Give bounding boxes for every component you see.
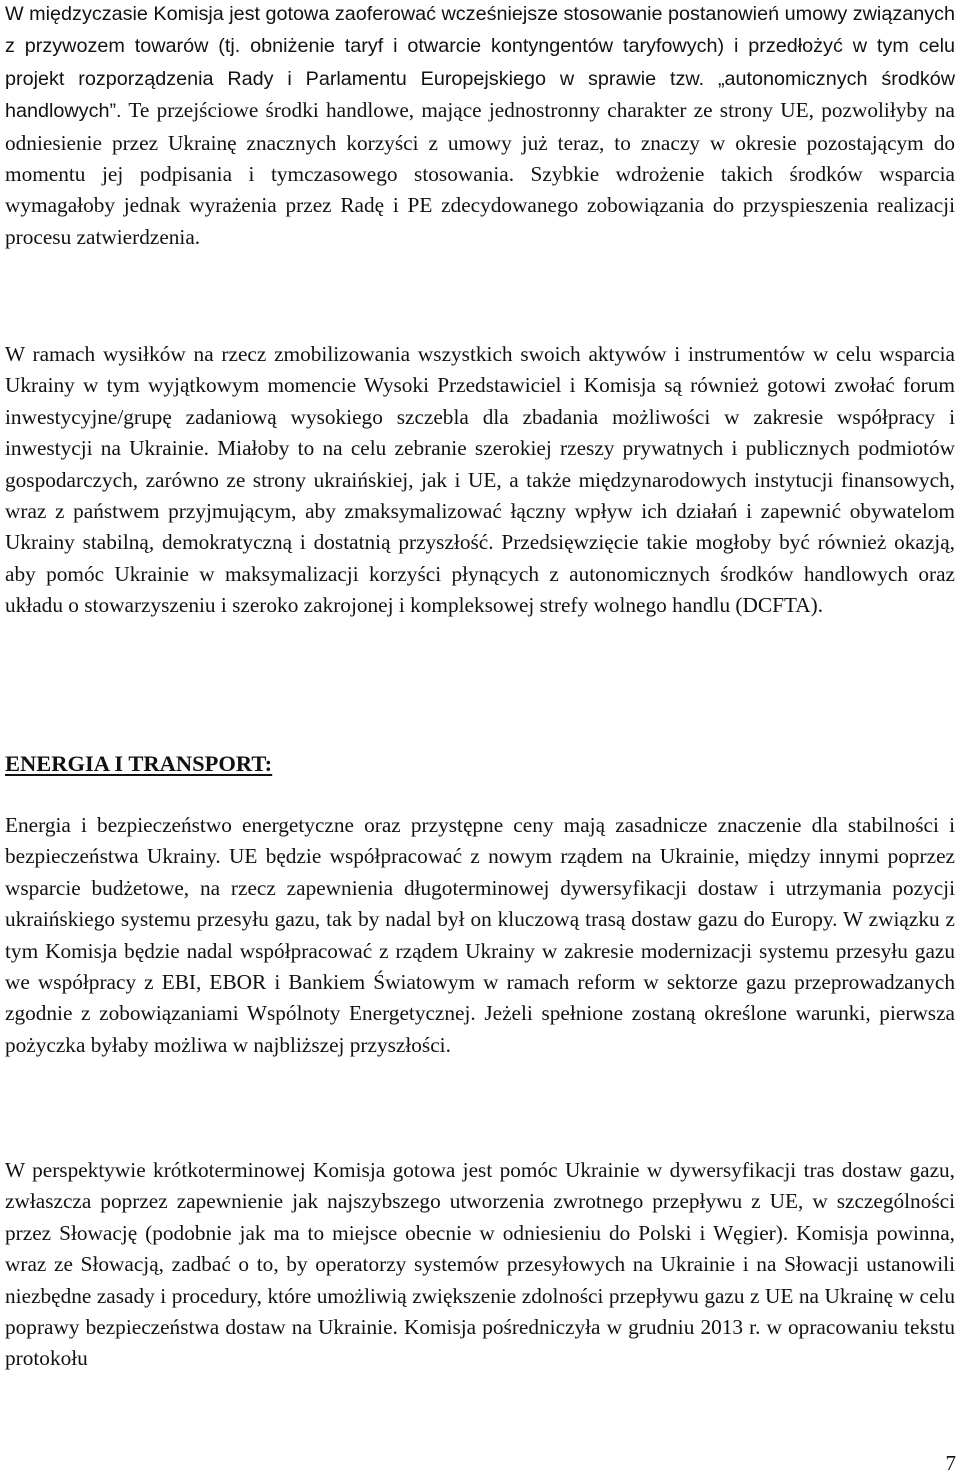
paragraph-energy-security: Energia i bezpieczeństwo energetyczne oraz przystępne ceny mają zasadnicze znaczenie dla stabilności i bezpieczeństwa Ukrainy. UE będzie współpracować z nowym rządem na Ukrainie, między innymi poprzez wsparcie budżetowe, na rzecz zapewnienia długoterminowej dywersyfikacji dostaw i utrzymania pozycji ukraińskiego systemu przesyłu gazu, tak by nadal był on kluczową trasą dostaw gazu do Europy. W związku z tym Komisja będzie nadal współpracować z rządem Ukrainy w zakresie modernizacji systemu przesyłu gazu we współpracy z EBI, EBOR i Bankiem Światowym w ramach reform w sektorze gazu przeprowadzanych zgodnie z zobowiązaniami Wspólnoty Energetycznej. Jeżeli spełnione zostaną określone warunki, pierwsza pożyczka byłaby możliwa w najbliższej przyszłości. <box>5 813 955 1057</box>
paragraph-sans-segment: W międzyczasie Komisja jest gotowa zaoferować wcześniejsze stosowanie postanowień umowy związanych z przywozem towarów (tj. obniżenie taryf i otwarcie kontyngentów taryfowych) i przedłożyć w tym celu projekt rozporządzenia Rady i Parlamentu Europejskiego w sprawie tzw. „autonomicznych środków handlowych”. <box>5 3 955 123</box>
section-heading-energy-transport: ENERGIA I TRANSPORT: <box>5 751 273 776</box>
paragraph-investment-forum: W ramach wysiłków na rzecz zmobilizowania wszystkich swoich aktywów i instrumentów w celu wsparcia Ukrainy w tym wyjątkowym momencie Wysoki Przedstawiciel i Komisja są również gotowi zwołać forum inwestycyjne/grupę zadaniową wysokiego szczebla dla zbadania możliwości w zakresie współpracy i inwestycji na Ukrainie. Miałoby to na celu zebranie szerokiej rzeszy prywatnych i publicznych podmiotów gospodarczych, zarówno ze strony ukraińskiej, jak i UE, a także międzynarodowych instytucji finansowych, wraz z państwem przyjmującym, aby zmaksymalizować łączny wpływ ich działań i zapewnić obywatelom Ukrainy stabilną, demokratyczną i dostatnią przyszłość. Przedsięwzięcie takie mogłoby być również okazją, aby pomóc Ukrainie w maksymalizacji korzyści płynących z autonomicznych środków handlowych oraz układu o stowarzyszeniu i szeroko zakrojonej i kompleksowej strefy wolnego handlu (DCFTA). <box>5 342 955 618</box>
paragraph-trade-measures <box>5 0 955 253</box>
page-number: 7 <box>945 1451 956 1475</box>
paragraph-serif-segment: Te przejściowe środki handlowe, mające jednostronny charakter ze strony UE, pozwoliłyby na odniesienie przez Ukrainę znacznych korzyści z umowy już teraz, to znaczy w okresie pozostającym do momentu jej podpisania i tymczasowego stosowania. Szybkie wdrożenie takich środków wsparcia wymagałoby jednak wyrażenia przez Radę i PE zdecydowanego zobowiązania do przyspieszenia realizacji procesu zatwierdzenia. <box>5 98 955 249</box>
paragraph-gas-diversification: W perspektywie krótkoterminowej Komisja gotowa jest pomóc Ukrainie w dywersyfikacji tras dostaw gazu, zwłaszcza poprzez zapewnienie jak najszybszego utworzenia zwrotnego przepływu z UE, w szczególności przez Słowację (podobnie jak ma to miejsce obecnie w odniesieniu do Polski i Węgier). Komisja powinna, wraz ze Słowacją, zadbać o to, by operatorzy systemów przesyłowych na Ukrainie i na Słowacji ustanowili niezbędne zasady i procedury, które umożliwią zwiększenie zdolności przepływu gazu z UE na Ukrainę w celu poprawy bezpieczeństwa dostaw na Ukrainie. Komisja pośredniczyła w grudniu 2013 r. w opracowaniu tekstu protokołu <box>5 1158 955 1371</box>
